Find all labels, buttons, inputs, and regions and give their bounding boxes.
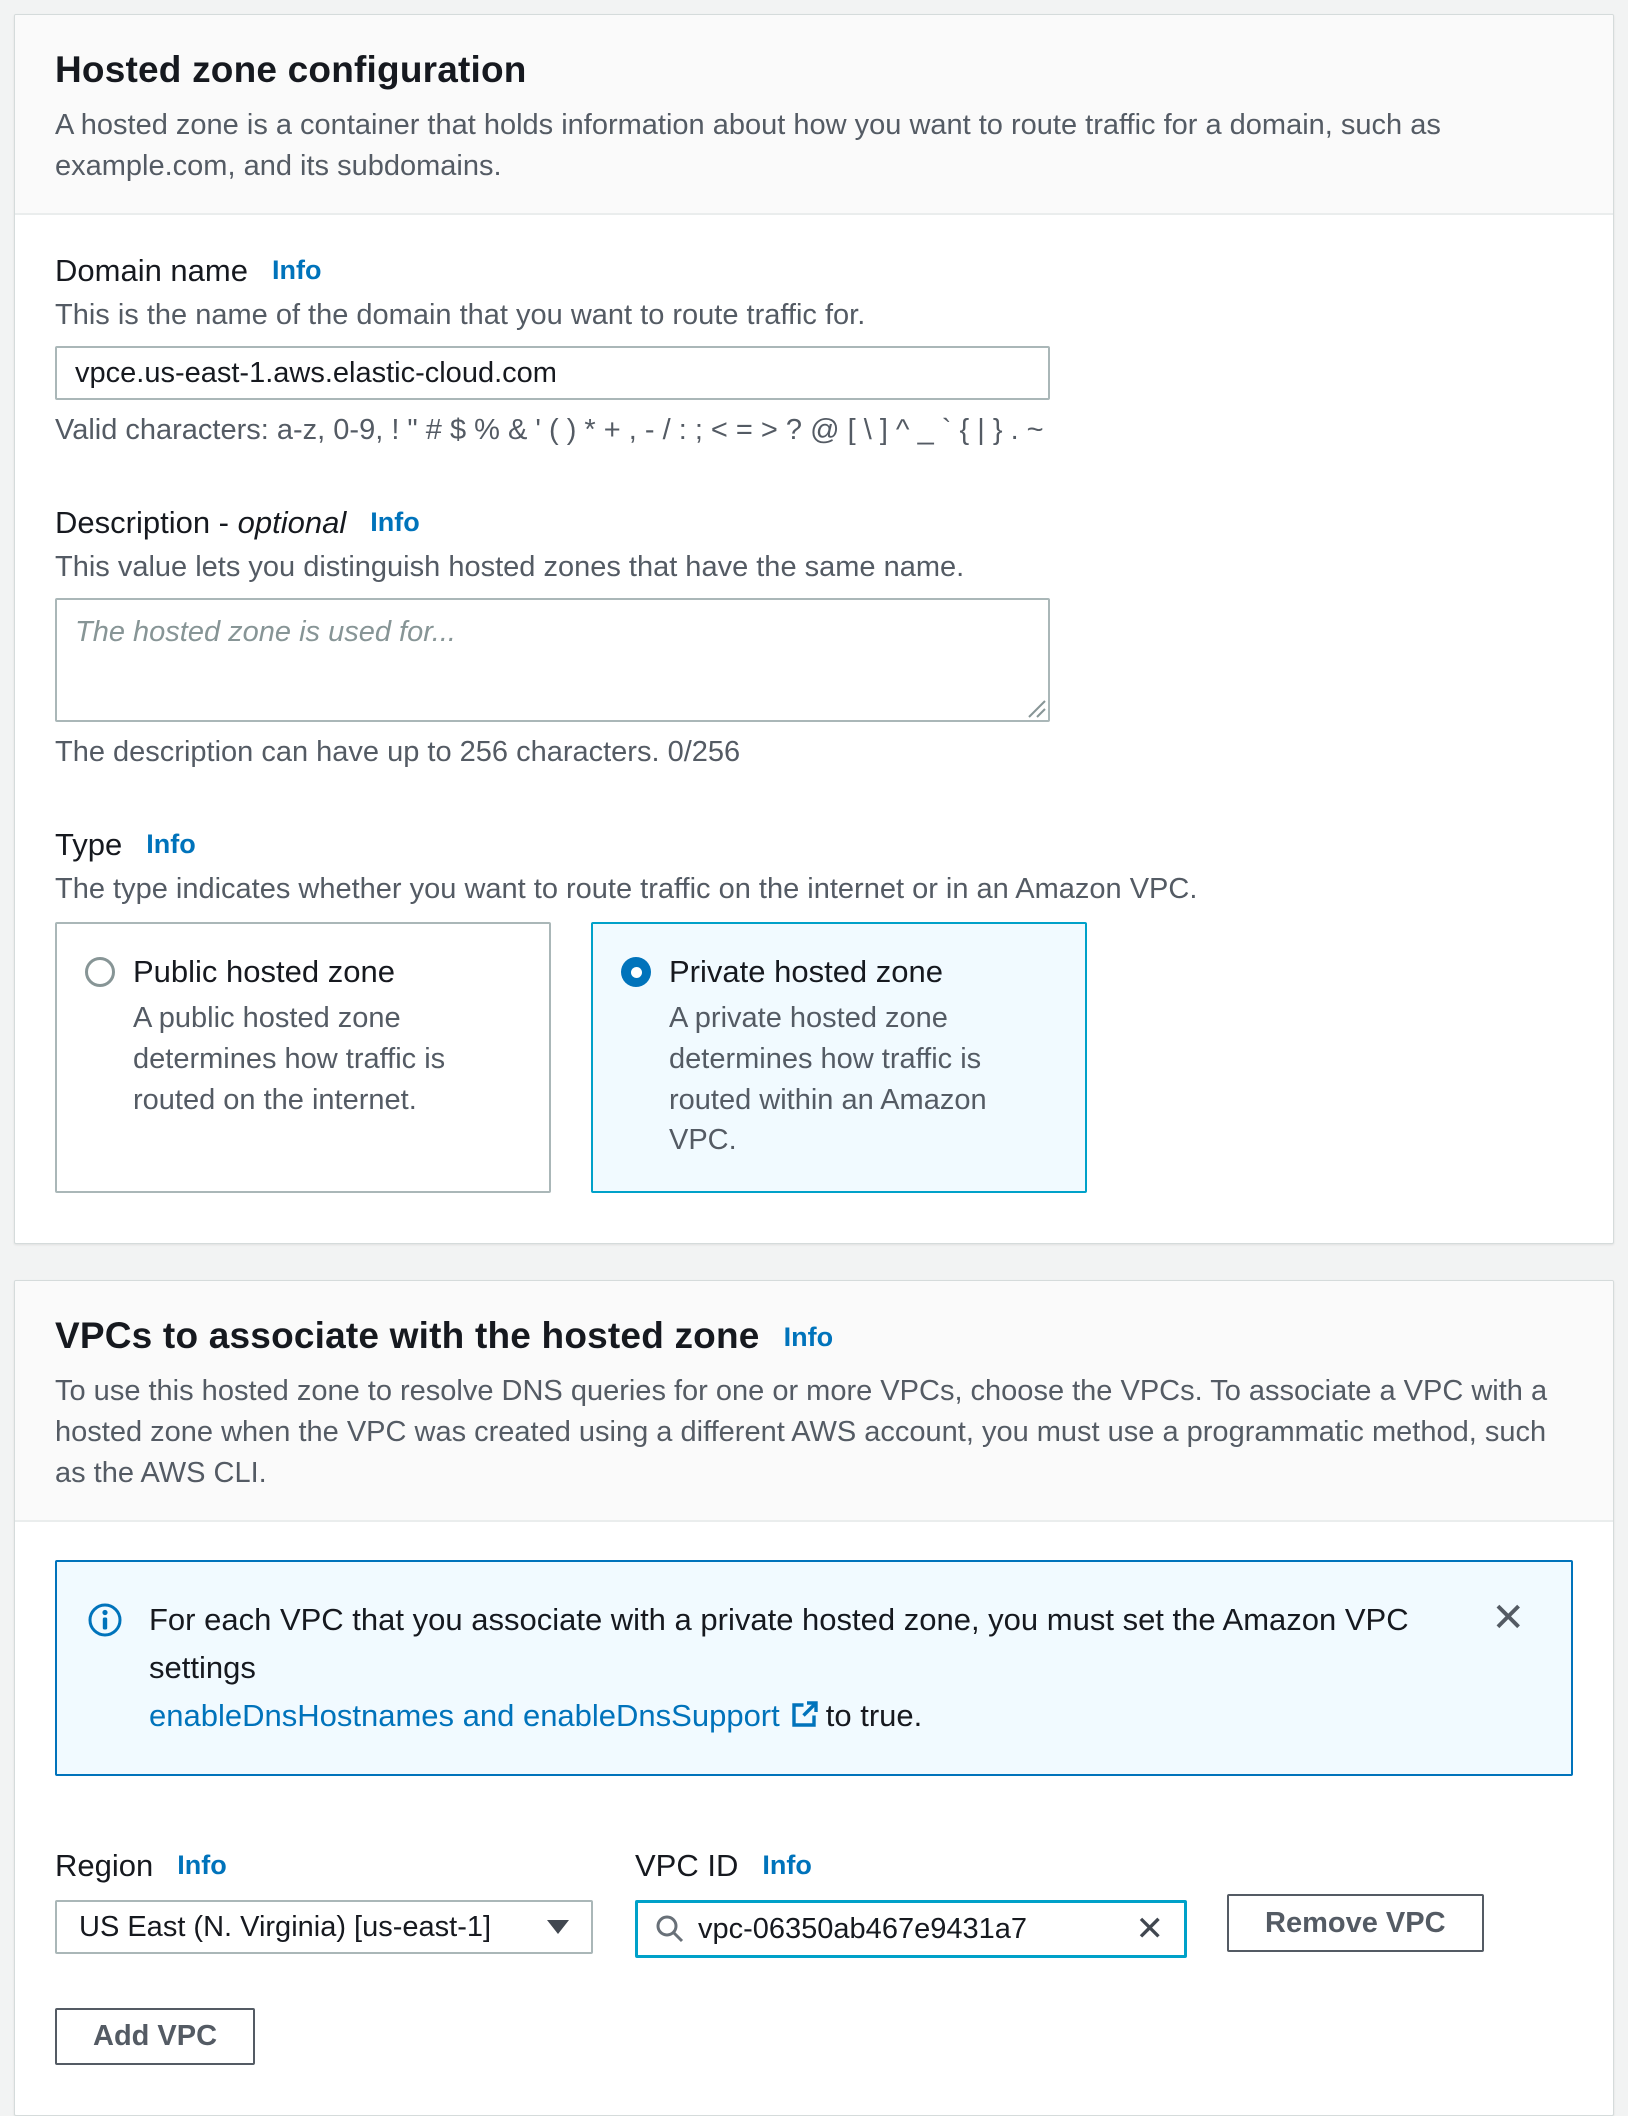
description-field-group (55, 505, 1573, 769)
vpc-settings-info-banner (55, 1560, 1573, 1776)
hosted-zone-card-body (15, 215, 1613, 1242)
public-hosted-zone-label: Public hosted zone (133, 954, 395, 990)
region-label: Region (55, 1848, 154, 1884)
vpc-card-title: VPCs to associate with the hosted zone (55, 1314, 760, 1356)
public-hosted-zone-radio-icon[interactable] (85, 957, 115, 987)
type-label-row (55, 827, 1573, 863)
domain-name-label: Domain name (55, 253, 248, 289)
vpc-id-input[interactable] (698, 1913, 1132, 1946)
vpcs-to-associate-card (14, 1280, 1614, 2116)
description-info-link[interactable]: Info (370, 507, 420, 538)
description-label-row (55, 505, 1573, 541)
public-hosted-zone-description: A public hosted zone determines how traffic is routed on the internet. (133, 1002, 446, 1116)
type-label: Type (55, 827, 123, 863)
type-hint: The type indicates whether you want to route traffic on the internet or in an Amazon VPC. (55, 873, 1198, 906)
region-select-value: US East (N. Virginia) [us-east-1] (79, 1910, 492, 1943)
vpc-card-header (15, 1281, 1613, 1523)
banner-text (149, 1596, 1461, 1740)
enable-dns-link[interactable]: enableDnsHostnames and enableDnsSupport (149, 1698, 780, 1734)
banner-text-after-link: to true. (825, 1698, 923, 1734)
domain-name-info-link[interactable]: Info (271, 255, 322, 286)
vpc-id-info-link[interactable]: Info (762, 1850, 812, 1881)
vpc-card-info-link[interactable]: Info (783, 1321, 834, 1352)
hosted-zone-card-title: Hosted zone configuration (55, 49, 527, 90)
public-hosted-zone-radio-row (85, 954, 521, 990)
hosted-zone-configuration-card (14, 14, 1614, 1244)
type-info-link[interactable]: Info (146, 829, 196, 860)
info-circle-icon (87, 1602, 123, 1638)
domain-name-hint: This is the name of the domain that you want to route traffic for. (55, 299, 866, 332)
private-hosted-zone-radio-row (621, 954, 1057, 990)
hosted-zone-card-description: A hosted zone is a container that holds information about how you want to route traffic for a domain, such as example.com, and its subdomains. (55, 109, 1441, 183)
banner-close-icon[interactable]: ✕ (1491, 1596, 1525, 1641)
clear-vpc-id-icon[interactable]: ✕ (1132, 1912, 1169, 1946)
description-hint: This value lets you distinguish hosted zones that have the same name. (55, 551, 965, 584)
description-label: Description - optional (55, 505, 347, 541)
vpc-id-label: VPC ID (635, 1848, 739, 1884)
banner-text-before-link: For each VPC that you associate with a private hosted zone, you must set the Amazon VPC settings (149, 1602, 1409, 1686)
description-counter: The description can have up to 256 characters. 0/256 (55, 736, 741, 769)
vpc-card-title-row (55, 1315, 1573, 1357)
search-icon (654, 1913, 686, 1945)
description-label-optional: optional (237, 505, 347, 541)
domain-name-label-row (55, 253, 1573, 289)
private-hosted-zone-label: Private hosted zone (669, 954, 944, 990)
private-hosted-zone-option[interactable] (591, 922, 1087, 1192)
vpc-id-label-row (635, 1848, 1187, 1884)
region-label-row (55, 1848, 593, 1884)
vpc-id-column (635, 1848, 1187, 1958)
hosted-zone-card-header (15, 15, 1613, 215)
private-hosted-zone-description: A private hosted zone determines how traffic is routed within an Amazon VPC. (669, 1002, 987, 1157)
type-field-group (55, 827, 1573, 1192)
private-hosted-zone-radio-icon[interactable] (621, 957, 651, 987)
vpc-id-input-wrap (635, 1900, 1187, 1958)
vpc-card-body (15, 1522, 1613, 2115)
region-select[interactable] (55, 1900, 593, 1954)
region-column (55, 1848, 593, 1954)
description-textarea[interactable] (55, 598, 1050, 722)
domain-name-field-group (55, 253, 1573, 447)
vpc-card-description: To use this hosted zone to resolve DNS queries for one or more VPCs, choose the VPCs. To associate a VPC with a hosted zone when the VPC was created using a different AWS account, you must use a programmatic method, such as the AWS CLI. (55, 1374, 1548, 1490)
add-vpc-button[interactable]: Add VPC (55, 2008, 255, 2065)
domain-name-input[interactable] (55, 346, 1050, 400)
external-link-icon (790, 1699, 820, 1729)
region-vpc-row (55, 1848, 1573, 1958)
remove-vpc-button[interactable]: Remove VPC (1227, 1894, 1484, 1952)
domain-name-constraint: Valid characters: a-z, 0-9, ! " # $ % & ' ( ) * + , - / : ; < = > ? @ [ \ ] ^ _ ` { | } . ~ (55, 414, 1044, 447)
public-hosted-zone-option[interactable] (55, 922, 551, 1192)
chevron-down-icon (547, 1920, 569, 1934)
type-radio-cards (55, 922, 1573, 1192)
region-info-link[interactable]: Info (177, 1850, 227, 1881)
description-textarea-wrap (55, 598, 1050, 722)
textarea-resize-handle-icon[interactable] (1025, 697, 1047, 719)
